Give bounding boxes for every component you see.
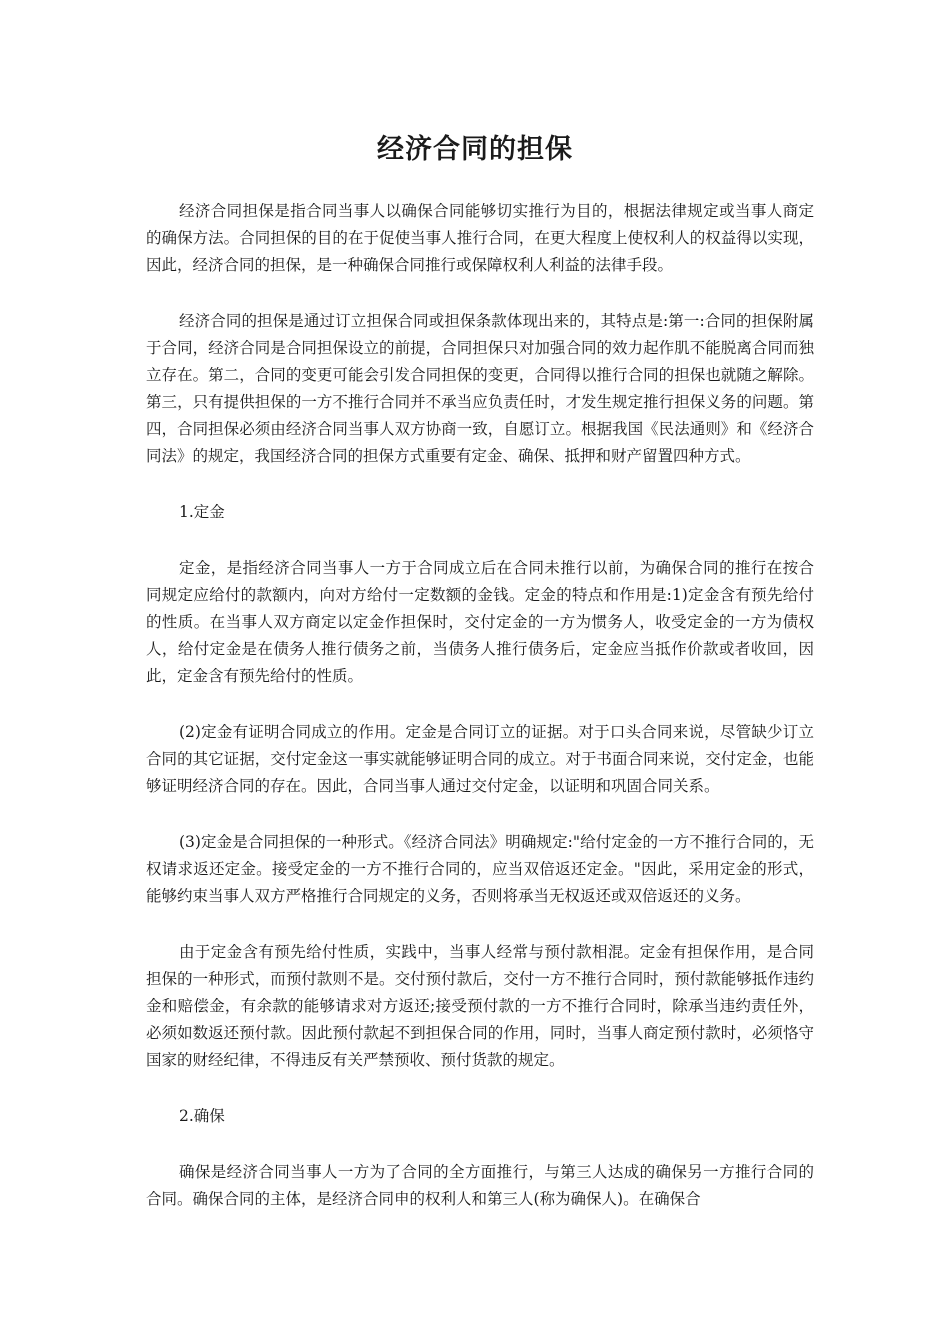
paragraph-deposit-proof: (2)定金有证明合同成立的作用。定金是合同订立的证据。对于口头合同来说，尽管缺少订立合同的其它证据，交付定金这一事实就能够证明合同的成立。对于书面合同来说，交付定金，也能够证明经济合同的存在。因此，合同当事人通过交付定金，以证明和巩固合同关系。 — [146, 723, 814, 795]
document-title: 经济合同的担保 — [377, 134, 573, 165]
paragraph-deposit-vs-prepayment: 由于定金含有预先给付性质，实践中，当事人经常与预付款相混。定金有担保作用，是合同担保的一种形式，而预付款则不是。交付预付款后，交付一方不推行合同时，预付款能够抵作违约金和赔偿金，有余款的能够请求对方返还;接受预付款的一方不推行合同时，除承当违约责任外，必须如数返还预付款。因此预付款起不到担保合同的作用，同时，当事人商定预付款时，必须恪守国家的财经纪律，不得违反有关严禁预收、预付货款的规定。 — [146, 943, 814, 1069]
paragraph-characteristics: 经济合同的担保是通过订立担保合同或担保条款体现出来的，其特点是:第一:合同的担保附属于合同，经济合同是合同担保设立的前提，合同担保只对加强合同的效力起作肌不能脱离合同而独立存在。第二，合同的变更可能会引发合同担保的变更，合同得以推行合同的担保也就随之解除。第三，只有提供担保的一方不推行合同并不承当应负责任时，才发生规定推行担保义务的问题。第四，合同担保必须由经济合同当事人双方协商一致，自愿订立。根据我国《民法通则》和《经济合同法》的规定，我国经济合同的担保方式重要有定金、确保、抵押和财产留置四种方式。 — [146, 312, 814, 465]
document-body — [146, 198, 814, 1242]
paragraph-deposit-form: (3)定金是合同担保的一种形式。《经济合同法》明确规定:"给付定金的一方不推行合同的，无权请求返还定金。接受定金的一方不推行合同的，应当双倍返还定金。"因此，采用定金的形式，能够约束当事人双方严格推行合同规定的义务，否则将承当无权返还或双倍返还的义务。 — [146, 833, 814, 905]
paragraph-intro: 经济合同担保是指合同当事人以确保合同能够切实推行为目的，根据法律规定或当事人商定的确保方法。合同担保的目的在于促使当事人推行合同，在更大程度上使权利人的权益得以实现，因此，经济合同的担保，是一种确保合同推行或保障权利人利益的法律手段。 — [146, 202, 814, 274]
section-heading-deposit: 1.定金 — [179, 503, 225, 521]
paragraph-guarantee-definition: 确保是经济合同当事人一方为了合同的全方面推行，与第三人达成的确保另一方推行合同的合同。确保合同的主体，是经济合同申的权利人和第三人(称为确保人)。在确保合 — [146, 1163, 814, 1208]
paragraph-deposit-definition: 定金，是指经济合同当事人一方于合同成立后在合同未推行以前，为确保合同的推行在按合同规定应给付的款额内，向对方给付一定数额的金钱。定金的特点和作用是:1)定金含有预先给付的性质。在当事人双方商定以定金作担保时，交付定金的一方为惯务人，收受定金的一方为债权人，给付定金是在债务人推行债务之前，当债务人推行债务后，定金应当抵作价款或者收回，因此，定金含有预先给付的性质。 — [146, 559, 814, 685]
section-heading-guarantee: 2.确保 — [179, 1107, 225, 1125]
